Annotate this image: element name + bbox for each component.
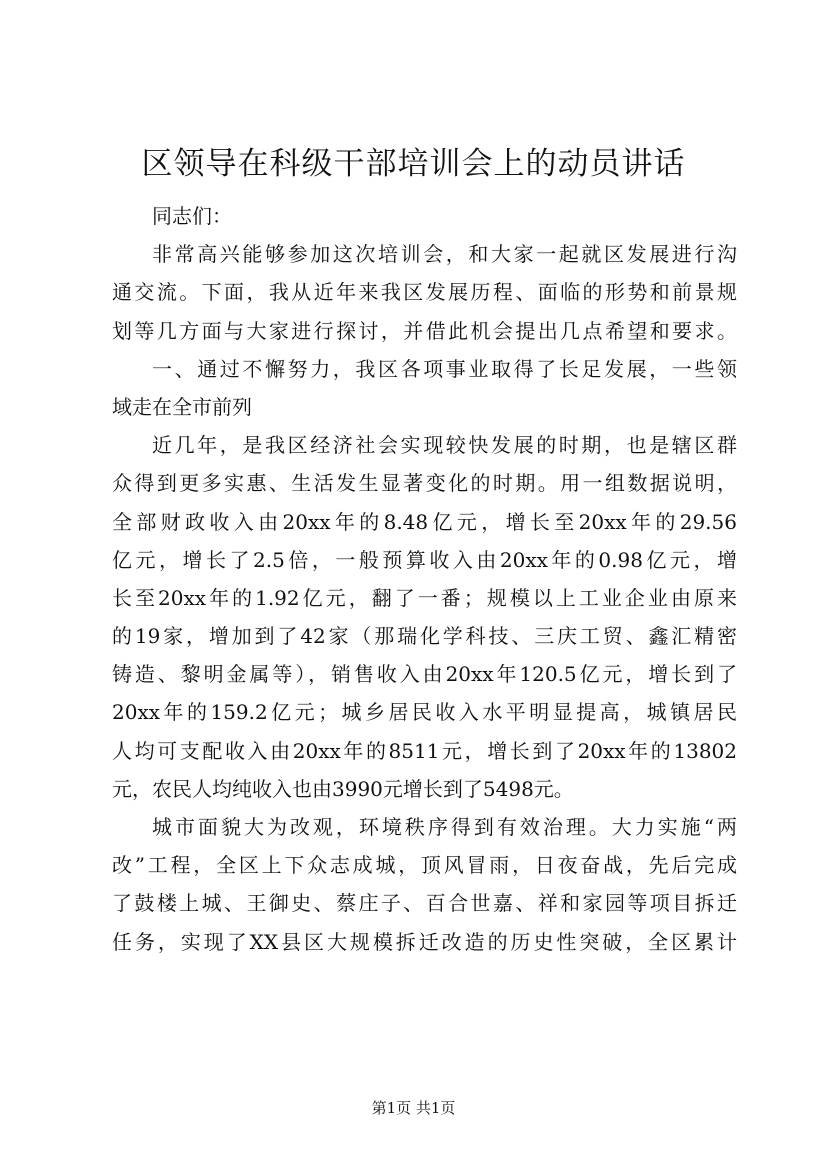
section-heading-line: 一、通过不懈努力，我区各项事业取得了长足发展，一些领 (152, 356, 737, 381)
paragraph-line: 城市面貌大为改观，环境秩序得到有效治理。大力实施“两 (152, 815, 737, 839)
paragraph-line: 划等几方面与大家进行探讨，并借此机会提出几点希望和要求。 (112, 318, 737, 343)
paragraph-line: 通交流。下面，我从近年来我区发展历程、面临的形势和前景规 (112, 280, 737, 305)
paragraph-line: 元，农民人均纯收入也由3990元增长到了5498元。 (112, 776, 574, 801)
paragraph-line: 人均可支配收入由20xx年的8511元，增长到了20xx年的13802 (112, 738, 737, 763)
paragraph-line: 的19家，增加到了42家（那瑞化学科技、三庆工贸、鑫汇精密 (112, 624, 737, 649)
paragraph-line: 改”工程，全区上下众志成城，顶风冒雨，日夜奋战，先后完成 (112, 853, 737, 878)
section-heading-line: 域走在全市前列 (112, 394, 252, 419)
paragraph-line: 非常高兴能够参加这次培训会，和大家一起就区发展进行沟 (152, 242, 737, 267)
document-title: 区领导在科级干部培训会上的动员讲话 (141, 146, 686, 182)
paragraph-line: 了鼓楼上城、王御史、蔡庄子、百合世嘉、祥和家园等项目拆迁 (112, 891, 737, 916)
paragraph-line: 20xx年的159.2亿元；城乡居民收入水平明显提高，城镇居民 (112, 700, 737, 725)
page-number: 第1页 共1页 (371, 1099, 456, 1117)
paragraph-line: 亿元，增长了2.5倍，一般预算收入由20xx年的0.98亿元，增 (112, 547, 737, 572)
paragraph-line: 近几年，是我区经济社会实现较快发展的时期，也是辖区群 (152, 433, 737, 458)
paragraph-line: 铸造、黎明金属等），销售收入由20xx年120.5亿元，增长到了 (112, 662, 737, 687)
paragraph-line: 长至20xx年的1.92亿元，翻了一番；规模以上工业企业由原来 (112, 585, 737, 610)
salutation-line: 同志们： (152, 204, 232, 228)
document-body (112, 197, 737, 961)
paragraph-line: 全部财政收入由20xx年的8.48亿元，增长至20xx年的29.56 (112, 509, 737, 534)
paragraph-line: 众得到更多实惠、生活发生显著变化的时期。用一组数据说明， (112, 471, 737, 496)
paragraph-line: 任务，实现了XX县区大规模拆迁改造的历史性突破，全区累计 (112, 929, 737, 954)
